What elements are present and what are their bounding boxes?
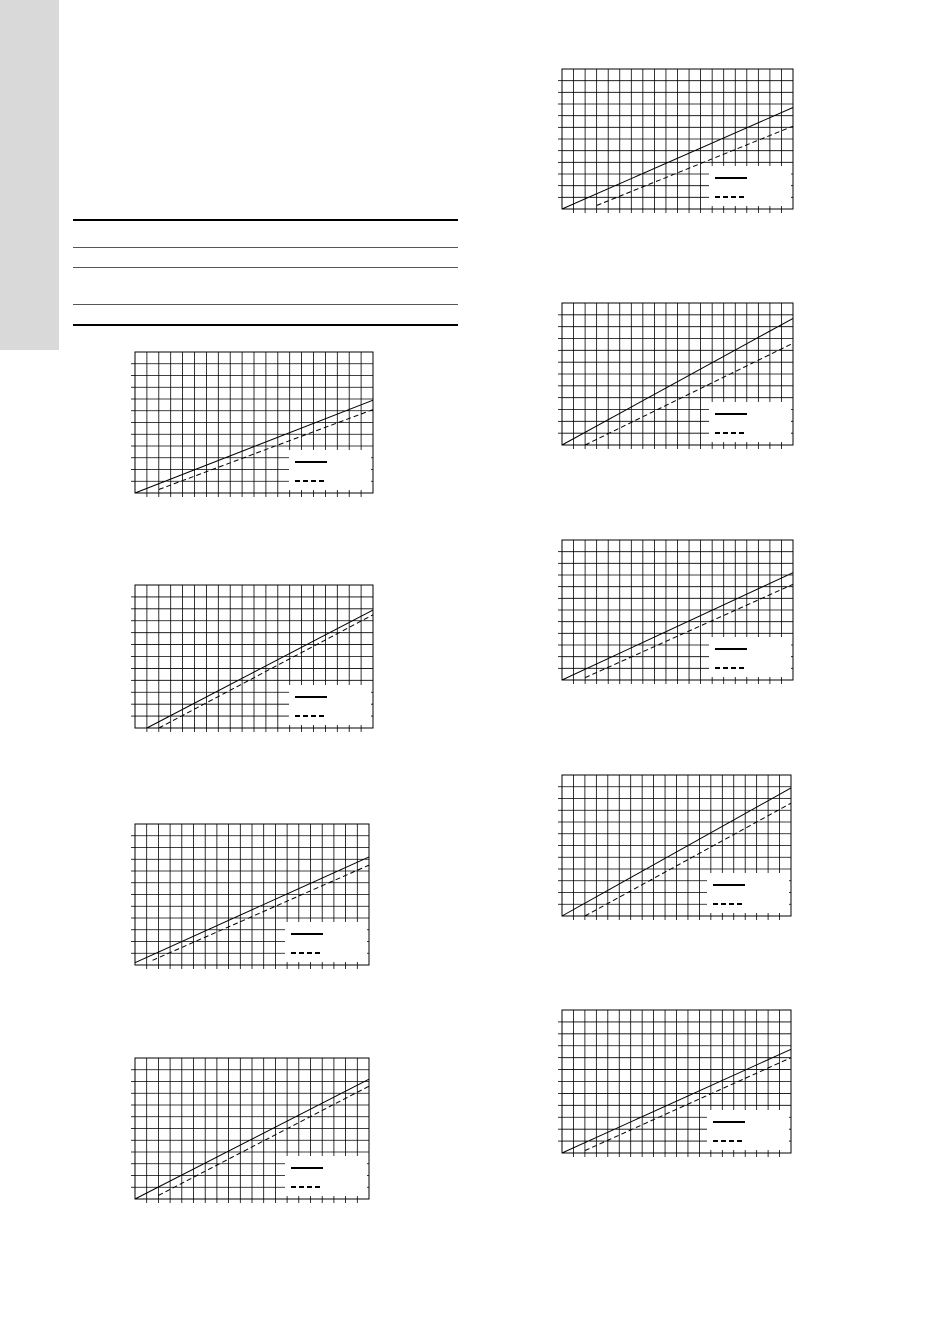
legend-box — [285, 922, 367, 962]
chart-right-4-plot — [552, 774, 793, 923]
chart-left-1-plot — [125, 351, 375, 500]
legend — [709, 637, 791, 677]
legend-box — [289, 450, 371, 490]
chart-left-4-plot — [125, 1057, 371, 1206]
chart-right-5 — [552, 1009, 793, 1160]
chart-right-3 — [552, 539, 795, 687]
legend-box — [707, 873, 789, 913]
chart-left-3 — [125, 823, 371, 972]
legend-box — [709, 166, 791, 206]
legend — [707, 873, 789, 913]
chart-right-2 — [552, 302, 795, 452]
legend — [709, 402, 791, 442]
table-top-rule — [73, 219, 458, 221]
side-tab-band — [0, 0, 59, 350]
legend — [289, 685, 371, 725]
chart-right-2-plot — [552, 302, 795, 452]
chart-right-4 — [552, 774, 793, 923]
legend — [285, 1156, 367, 1196]
legend — [709, 166, 791, 206]
legend-box — [709, 402, 791, 442]
chart-right-1-plot — [552, 68, 795, 216]
legend-box — [285, 1156, 367, 1196]
chart-left-2-plot — [125, 584, 375, 735]
chart-right-3-plot — [552, 539, 795, 687]
chart-left-2 — [125, 584, 375, 735]
table-bottom-rule — [73, 324, 458, 326]
legend-box — [709, 637, 791, 677]
legend — [285, 922, 367, 962]
chart-left-4 — [125, 1057, 371, 1206]
legend-box — [289, 685, 371, 725]
chart-left-3-plot — [125, 823, 371, 972]
chart-right-5-plot — [552, 1009, 793, 1160]
table-row-rule-1 — [73, 247, 458, 248]
table-row-rule-2 — [73, 267, 458, 268]
table-row-rule-3 — [73, 304, 458, 305]
legend — [707, 1110, 789, 1150]
legend-box — [707, 1110, 789, 1150]
chart-right-1 — [552, 68, 795, 216]
legend — [289, 450, 371, 490]
chart-left-1 — [125, 351, 375, 500]
